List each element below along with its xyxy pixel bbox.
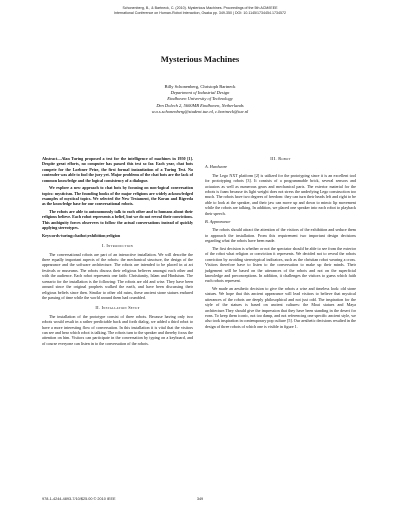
author-block <box>0 84 400 115</box>
author-address: Den Dolech 2, 5600MB Eindhoven, Netherlands <box>156 102 244 108</box>
section-title-introduction: I. Introduction <box>101 243 134 249</box>
right-column <box>205 156 356 331</box>
author-emails: w.a.s.schonenberg@student.tue.nl, c.bartneck@tue.nl <box>151 108 249 114</box>
abstract-paragraph-2: We explore a new approach to chat bots by focusing on non-logical conversation topics: mysticism. The founding books of the major religions are widely acknowledged examples of mystical topics. We selected the New Testament, the Koran and Rigveda as the knowledge base for our conversational robots. <box>42 185 193 207</box>
citation-header <box>0 6 400 15</box>
hardware-paragraph: The Lego NXT platform [2] is utilized for the prototyping since it is an excellent tool for prototyping robots [3]. It consists of a programmable brick, several sensors and actuators as well as numerous gears and mechanical parts. The exterior material for the robots is foam because its light weight does not stress the underlying Lego construction too much. The robots have two degrees of freedom: they can turn their heads left and right to be able to look at the speaker, and their jaw can move up and down to mimic lip movement while the robots are talking. In addition, we placed one speaker into each robot to playback their speech. <box>205 172 356 216</box>
author-names: Billy Schonenberg, Christoph Bartneck <box>164 84 236 89</box>
keywords: Keywords-turing;chatbot;exhibition;religion <box>42 232 121 238</box>
left-column <box>42 156 193 348</box>
citation-line-1: Schonenberg, B., & Bartneck, C. (2010). Mysterious Machines. Proceedings of the 5th ACM/IEEE <box>122 6 278 10</box>
appearance-paragraph-3: We made an aesthetic decision to give the robots a wise and timeless look: old stone statues. We hope that this ancient appearance will lead visitors to believe that mystical utterances of the robots are deeply philosophical and not just odd. The inspiration for the style of the statues is based on ancient cultures: the Moai statues and Maya architecture.They should give the impression that they have been standing in the desert for eons. To keep them iconic, not too damp, and not referencing one specific ancient style, we also took inspiration in contemporary pop culture [5]. Our aesthetic decisions resulted in the design of three robots of which one is visible in figure 1. <box>205 285 356 329</box>
author-university: Eindhoven University of Technology <box>167 96 233 102</box>
author-department: Department of Industrial Design <box>170 90 230 96</box>
appearance-paragraph-1: The robots should attract the attention of the visitors of the exhibition and seduce them to approach the installation. From this requirement two important design decisions regarding what the robots have been made. <box>205 227 356 244</box>
appearance-paragraph-2: The first decision is whether or not the spectator should be able to see from the exterior of the robot what religion or conviction it represents. We decided not to reveal the robots conviction by avoiding stereotypical indicators, such as the christian robot wearing a cross. Visitors therefore have to listen to the conversation to make up their minds. Their judgement will be based on the utterances of the robots and not on the superficial knowledge and preconceptions. In addition, it challenges the visitors to guess which faith each robots represent. <box>205 245 356 284</box>
installation-paragraph: The installation of the prototype consist of three robots. Because having only two robots would result in a rather predictable back and forth dialog, we added a third robot to have a more interesting flow of conversation. In this installation it is vital that the visitors can see and hear which robot is talking. The robots turn to the speaker and thereby focus the attention on him. Visitors can participate in the conversation by typing on a keyboard, and of course everyone can listen in to the conversation of the robots. <box>42 313 193 346</box>
section-title-robot: III. Robot <box>270 156 291 161</box>
abstract-paragraph-3: The robots are able to autonomously talk to each other and to humans about their religious believe. Each robot represents a belief, but we do not reveal their convictions. This ambiguity forces observers to follow the actual conversations instead of quickly applying stereotypes. <box>42 209 193 231</box>
section-title-installation-setup: II. Installation Setup <box>95 305 140 311</box>
footer-copyright: 978-1-4244-4893-7/10/$25.00 © 2010 IEEE <box>42 497 116 501</box>
abstract-paragraph-1: Abstract—Alan Turing proposed a test for the intelligence of machines in 1950 [1]. Despite great efforts, no computer has passed this test so far. Each year, chat bots compete for the Loebner Prize, the first formal instantiation of a Turing Test. No contender was able to fool the jury yet. Major problems of the chat bots are the lack of common knowledge and the logical consistency of a dialogue. <box>42 156 193 183</box>
introduction-paragraph: The conversational robots are part of an interactive installation. We will describe the three equally important aspects of the robots: the mechanical structure, the design of the appearance and the software architecture. The robots are intended to be placed in at art festivals or museums. The robots discuss their religious believes amongst each other and with the audience. Each robot represents one faith: Christianity, Islam and Hinduism. The scenario for the installation is the following: The robots are old and wise. They have been around since the original prophets walked the earth, and have been discussing their religious beliefs since then. Similar to other old ruins, these ancient stone statues endured the passing of time while the world around them had crumbled. <box>42 251 193 300</box>
paper-title: Mysterious Machines <box>160 54 240 64</box>
subsection-title-hardware: A. Hardware <box>205 164 228 170</box>
subsection-title-appearance: B. Appearance <box>205 219 231 225</box>
page-number: 349 <box>196 497 204 501</box>
citation-line-2: International Conference on Human-Robot Interaction, Osaka pp. 349-350 | DOI: 10.1145/1734454.1734572 <box>113 10 287 15</box>
